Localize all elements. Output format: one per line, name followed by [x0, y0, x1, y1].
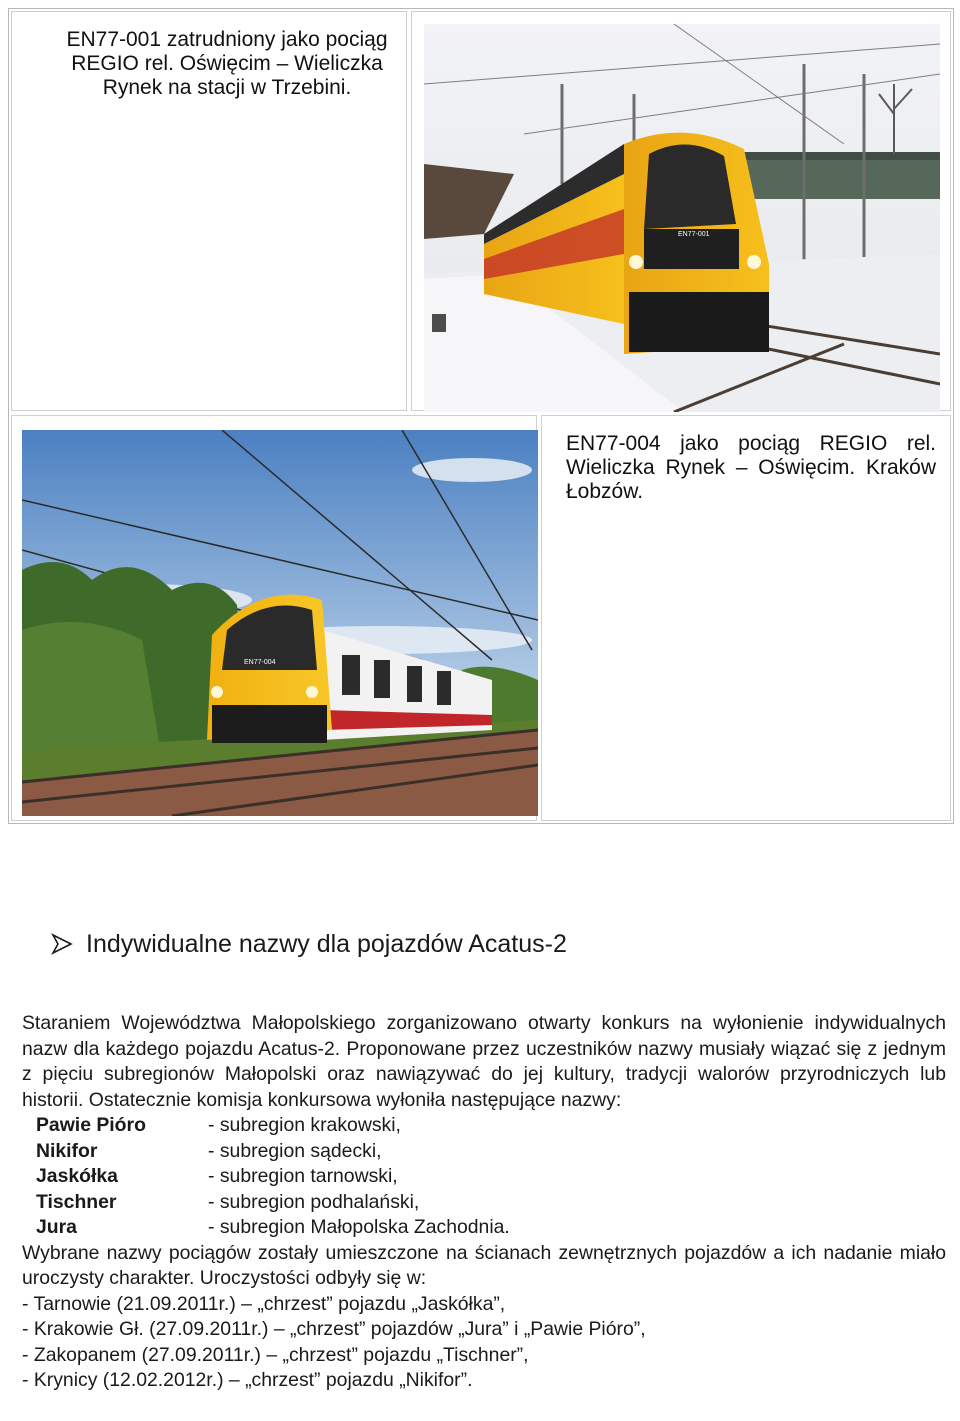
list-item	[22, 1215, 946, 1241]
outro-paragraph: Wybrane nazwy pociągów zostały umieszczone na ścianach zewnętrznych pojazdów a ich nadanie miało uroczysty charakter. Uroczystości odbyły się w:	[22, 1241, 946, 1289]
article-body	[22, 1011, 946, 1394]
vehicle-name: Nikifor	[36, 1139, 98, 1162]
subregion: - subregion krakowski,	[208, 1114, 401, 1136]
photo-en77-004	[22, 430, 538, 816]
photo-cell-bottom-left	[11, 415, 537, 821]
list-item	[22, 1164, 946, 1190]
list-item	[22, 1139, 946, 1165]
list-item: - Krynicy (12.02.2012r.) – „chrzest” pojazdu „Nikifor”.	[22, 1369, 473, 1391]
subregion: - subregion Małopolska Zachodnia.	[208, 1216, 510, 1238]
arrow-bullet-icon	[50, 932, 74, 956]
list-item: - Zakopanem (27.09.2011r.) – „chrzest” pojazdu „Tischner”,	[22, 1343, 529, 1366]
train-number-label: EN77-004	[244, 659, 276, 666]
photo-table	[8, 8, 954, 824]
vehicle-name: Jaskółka	[36, 1165, 118, 1187]
ceremony-list	[22, 1292, 946, 1394]
section-title: Indywidualne nazwy dla pojazdów Acatus-2	[86, 929, 567, 958]
caption-en77-001: EN77-001 zatrudniony jako pociąg REGIO rel. Oświęcim – Wieliczka Rynek na stacji w Trzebini.	[66, 28, 388, 99]
train-countryside-photo	[22, 430, 538, 816]
subregion: - subregion podhalański,	[208, 1190, 420, 1213]
vehicle-name: Jura	[36, 1216, 77, 1238]
train-number-label: EN77-001	[678, 231, 710, 238]
section-heading	[50, 926, 567, 962]
caption-cell-bottom-right	[541, 415, 951, 821]
train-station-photo	[424, 24, 940, 412]
list-item: - Tarnowie (21.09.2011r.) – „chrzest” pojazdu „Jaskółka”,	[22, 1292, 506, 1315]
photo-cell-top-right	[411, 11, 951, 411]
caption-en77-004: EN77-004 jako pociąg REGIO rel. Wieliczka Rynek – Oświęcim. Kraków Łobzów.	[566, 432, 936, 503]
vehicle-name: Tischner	[36, 1190, 117, 1213]
vehicle-name: Pawie Pióro	[36, 1114, 146, 1136]
subregion: - subregion sądecki,	[208, 1139, 382, 1162]
names-list	[22, 1113, 946, 1241]
subregion: - subregion tarnowski,	[208, 1165, 398, 1187]
list-item	[22, 1190, 946, 1216]
caption-cell-top-left	[11, 11, 407, 411]
list-item: - Krakowie Gł. (27.09.2011r.) – „chrzest” pojazdów „Jura” i „Pawie Pióro”,	[22, 1318, 646, 1340]
list-item	[22, 1113, 946, 1139]
intro-paragraph: Staraniem Województwa Małopolskiego zorganizowano otwarty konkurs na wyłonienie indywidualnych nazw dla każdego pojazdu Acatus-2. Proponowane przez uczestników nazwy musiały wiązać się z jednym z pięciu subregionów Małopolski oraz nawiązywać do jej kultury, tradycji walorów przyrodniczych lub historii. Ostatecznie komisja konkursowa wyłoniła następujące nazwy:	[22, 1012, 946, 1111]
photo-en77-001	[424, 24, 940, 412]
